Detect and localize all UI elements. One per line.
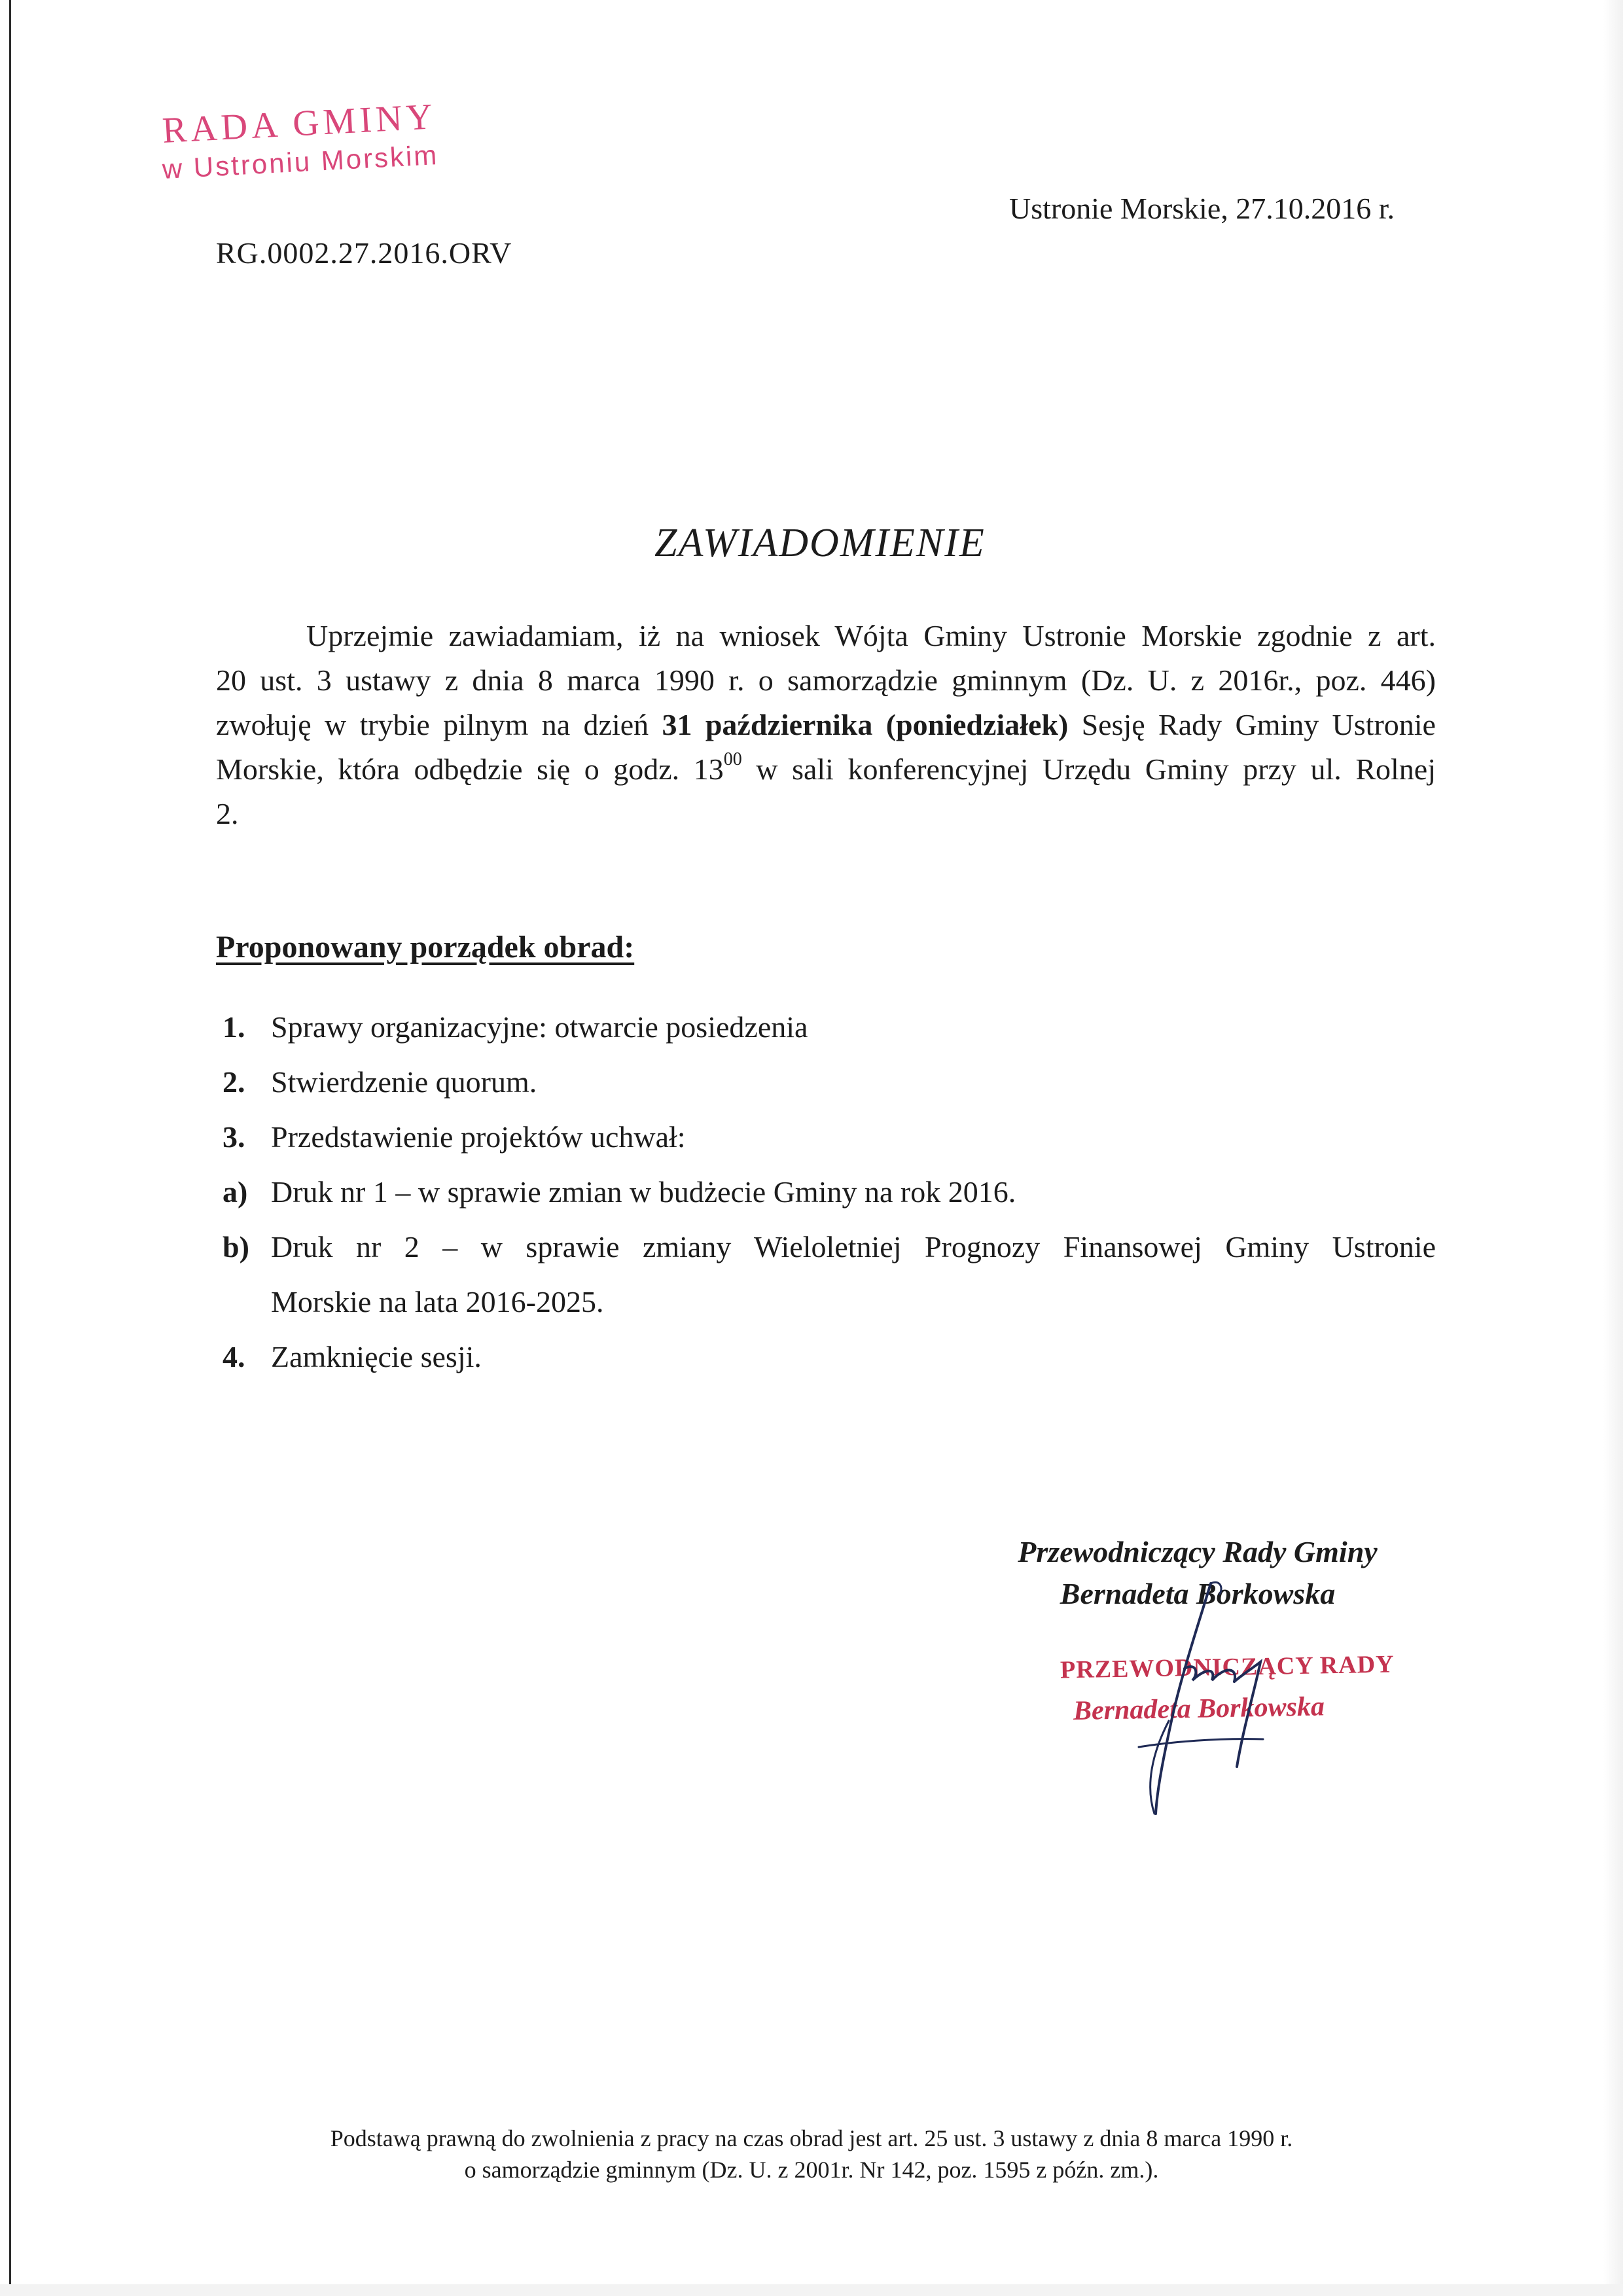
footnote-line-2: o samorządzie gminnym (Dz. U. z 2001r. Nr 142, poz. 1595 z późn. zm.).: [464, 2157, 1159, 2183]
body-line-3-start: zwołuję w trybie pilnym na dzień: [216, 708, 662, 741]
chairperson-stamp-title: PRZEWODNICZĄCY RADY: [1060, 1650, 1395, 1684]
agenda-subitem-text: Morskie na lata 2016-2025.: [271, 1285, 604, 1318]
agenda-subitem: [223, 1165, 1440, 1220]
body-line-3-end: Sesję Rady Gminy Ustronie: [1068, 708, 1436, 741]
agenda-item-number: 2.: [223, 1065, 245, 1099]
agenda-subitem-letter: b): [223, 1230, 249, 1263]
scan-edge-left: [9, 0, 11, 2296]
agenda-item-text: Zamknięcie sesji.: [271, 1340, 482, 1373]
place-and-date: Ustronie Morskie, 27.10.2016 r.: [1009, 192, 1395, 225]
document-title: ZAWIADOMIENIE: [654, 521, 986, 565]
letterhead-stamp-title: RADA GMINY: [161, 96, 438, 151]
notice-body: [216, 614, 1436, 836]
agenda-item: [223, 1110, 1440, 1165]
agenda-list: [223, 1000, 1440, 1385]
body-line-1: Uprzejmie zawiadamiam, iż na wniosek Wójta Gminy Ustronie Morskie zgodnie z art.: [306, 619, 1436, 652]
body-line-5: 2.: [216, 797, 239, 830]
body-line-3: [216, 703, 1436, 747]
agenda-item-number: 4.: [223, 1340, 245, 1373]
session-time-minutes: 00: [723, 749, 742, 769]
body-line-2: 20 ust. 3 ustawy z dnia 8 marca 1990 r. o samorządzie gminnym (Dz. U. z 2016r., poz. 446): [216, 663, 1436, 697]
agenda-heading: Proponowany porządek obrad:: [216, 930, 635, 964]
agenda-subitem-continuation: [223, 1275, 1440, 1330]
agenda-item-text: Stwierdzenie quorum.: [271, 1065, 537, 1099]
scan-edge-right: [1603, 0, 1623, 2296]
session-date: 31 października (poniedziałek): [662, 708, 1069, 741]
agenda-item: [223, 1000, 1440, 1055]
footnote-line-1: Podstawą prawną do zwolnienia z pracy na czas obrad jest art. 25 ust. 3 ustawy z dnia 8 marca 1990 r.: [330, 2125, 1293, 2151]
letterhead-stamp-subtitle: w Ustroniu Morskim: [161, 139, 440, 185]
council-letterhead-stamp: [161, 96, 440, 186]
body-line-4-start: Morskie, która odbędzie się o godz. 13: [216, 752, 724, 786]
agenda-item-text: Sprawy organizacyjne: otwarcie posiedzenia: [271, 1010, 808, 1044]
handwritten-signature: [1047, 1557, 1348, 1832]
chairperson-stamp-name: Bernadeta Borkowska: [1073, 1691, 1325, 1727]
agenda-subitem-text: Druk nr 1 – w sprawie zmian w budżecie Gminy na rok 2016.: [271, 1175, 1016, 1209]
agenda-subitem: [223, 1220, 1440, 1275]
agenda-subitem-text: Druk nr 2 – w sprawie zmiany Wieloletniej Prognozy Finansowej Gminy Ustronie: [271, 1230, 1436, 1263]
signatory-name: Bernadeta Borkowska: [1060, 1577, 1336, 1610]
scan-edge-bottom: [0, 2284, 1623, 2296]
agenda-item-number: 1.: [223, 1010, 245, 1044]
legal-basis-footnote: [196, 2123, 1427, 2185]
reference-number: RG.0002.27.2016.ORV: [216, 236, 512, 270]
agenda-item-text: Przedstawienie projektów uchwał:: [271, 1120, 686, 1154]
signatory-role: Przewodniczący Rady Gminy: [1018, 1535, 1378, 1568]
body-line-4-end: w sali konferencyjnej Urzędu Gminy przy ul. Rolnej: [741, 752, 1436, 786]
agenda-item: [223, 1330, 1440, 1385]
agenda-subitem-letter: a): [223, 1175, 248, 1209]
agenda-item-number: 3.: [223, 1120, 245, 1154]
body-line-4: [216, 747, 1436, 792]
agenda-item: [223, 1055, 1440, 1110]
